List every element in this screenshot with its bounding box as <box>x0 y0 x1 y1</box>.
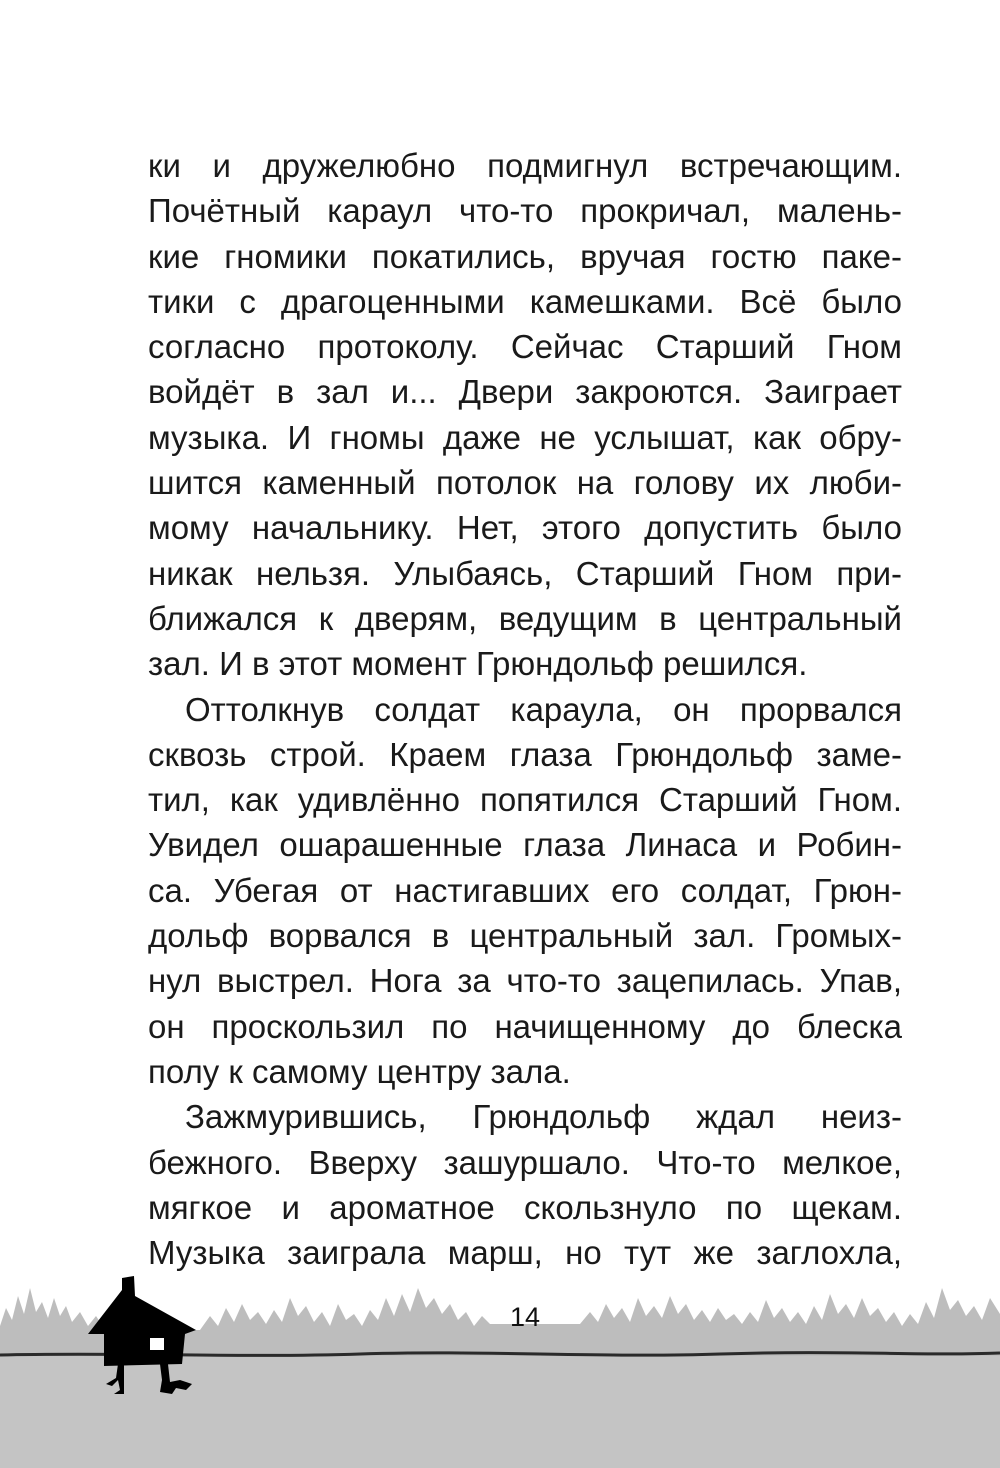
page-text <box>148 143 902 1275</box>
text-line: кие гномики покатились, вручая гостю паке- <box>148 237 902 275</box>
text-line: Почётный караул что-то прокричал, малень- <box>148 192 902 230</box>
hut-window-icon <box>150 1338 164 1350</box>
text-line: ближался к дверям, ведущим в центральный <box>148 599 902 637</box>
text-line: войдёт в зал и... Двери закроются. Заиграет <box>148 373 902 411</box>
ground-band <box>0 1356 1000 1468</box>
text-line: никак нельзя. Улыбаясь, Старший Гном при- <box>148 554 902 592</box>
page-number: 14 <box>509 1302 541 1332</box>
text-line: он проскользил по начищенному до блеска <box>148 1007 902 1045</box>
text-line: мягкое и ароматное скользнуло по щекам. <box>148 1188 902 1226</box>
text-line: сквозь строй. Краем глаза Грюндольф заме- <box>148 735 902 773</box>
text-line: Оттолкнув солдат караула, он прорвался <box>185 690 902 728</box>
text-line: бежного. Вверху зашуршало. Что-то мелкое, <box>148 1143 902 1181</box>
text-line: полу к самому центру зала. <box>148 1052 571 1090</box>
footer-forest-illustration <box>0 1268 1000 1468</box>
text-line: са. Убегая от настигавших его солдат, Грюн- <box>148 871 902 909</box>
text-line: зал. И в этот момент Грюндольф решился. <box>148 645 808 683</box>
text-line: мому начальнику. Нет, этого допустить было <box>148 509 902 547</box>
text-line: Музыка заиграла марш, но тут же заглохла, <box>148 1234 902 1272</box>
text-line: Увидел ошарашенные глаза Линаса и Робин- <box>148 826 902 864</box>
text-line: тил, как удивлённо попятился Старший Гном. <box>148 781 902 819</box>
text-line: Зажмурившись, Грюндольф ждал неиз- <box>185 1098 902 1136</box>
hut-icon <box>88 1276 196 1366</box>
text-line: нул выстрел. Нога за что-то зацепилась. Упав, <box>148 962 902 1000</box>
paragraph-2 <box>148 687 902 1095</box>
paragraph-1 <box>148 143 902 687</box>
text-line: музыка. И гномы даже не услышат, как обру- <box>148 418 902 456</box>
paragraph-3 <box>148 1094 902 1275</box>
text-line: ки и дружелюбно подмигнул встречающим. <box>148 147 902 184</box>
text-line: шится каменный потолок на голову их люби- <box>148 464 902 502</box>
text-line: согласно протоколу. Сейчас Старший Гном <box>148 328 902 366</box>
text-line: тики с драгоценными камешками. Всё было <box>148 282 902 320</box>
text-line: дольф ворвался в центральный зал. Громых- <box>148 917 902 955</box>
